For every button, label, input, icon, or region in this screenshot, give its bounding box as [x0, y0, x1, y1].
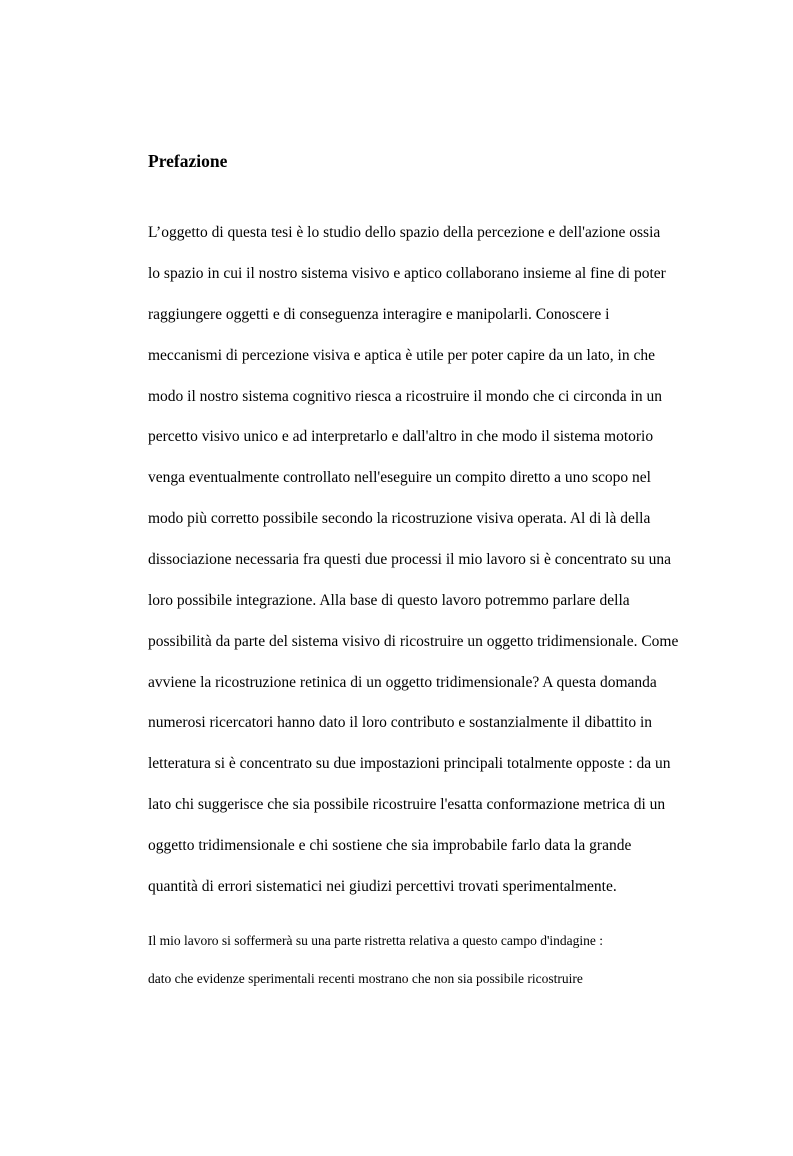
- paragraph-line: dissociazione necessaria fra questi due processi il mio lavoro si è concentrato su una: [148, 551, 671, 568]
- section-heading: Prefazione: [148, 151, 228, 171]
- paragraph-line: Il mio lavoro si soffermerà su una parte ristretta relativa a questo campo d'indagine :: [148, 933, 604, 948]
- paragraph-line: quantità di errori sistematici nei giudizi percettivi trovati sperimentalmente.: [148, 878, 617, 895]
- paragraph-line: letteratura si è concentrato su due impostazioni principali totalmente opposte : da un: [148, 755, 671, 772]
- paragraph-line: modo il nostro sistema cognitivo riesca a ricostruire il mondo che ci circonda in un: [148, 388, 662, 405]
- paragraph-line: avviene la ricostruzione retinica di un oggetto tridimensionale? A questa domanda: [148, 674, 657, 691]
- paragraph-line: loro possibile integrazione. Alla base di questo lavoro potremmo parlare della: [148, 592, 630, 609]
- paragraph-line: numerosi ricercatori hanno dato il loro contributo e sostanzialmente il dibattito in: [148, 714, 653, 731]
- paragraph-line: percetto visivo unico e ad interpretarlo e dall'altro in che modo il sistema motorio: [148, 428, 654, 445]
- paragraph-line: oggetto tridimensionale e chi sostiene che sia improbabile farlo data la grande: [148, 837, 632, 854]
- paragraph-line: lo spazio in cui il nostro sistema visivo e aptico collaborano insieme al fine di poter: [148, 265, 666, 282]
- paragraph-line: raggiungere oggetti e di conseguenza interagire e manipolarli. Conoscere i: [148, 306, 610, 323]
- paragraph-line: lato chi suggerisce che sia possibile ricostruire l'esatta conformazione metrica di un: [148, 796, 666, 813]
- paragraph-line: possibilità da parte del sistema visivo di ricostruire un oggetto tridimensionale. Come: [148, 633, 679, 650]
- paragraph-line: modo più corretto possibile secondo la ricostruzione visiva operata. Al di là della: [148, 510, 651, 527]
- paragraph-line: L’oggetto di questa tesi è lo studio dello spazio della percezione e dell'azione ossia: [148, 224, 661, 241]
- paragraph-line: meccanismi di percezione visiva e aptica è utile per poter capire da un lato, in che: [148, 347, 655, 364]
- paragraph-line: dato che evidenze sperimentali recenti mostrano che non sia possibile ricostruire: [148, 971, 583, 986]
- paragraph-line: venga eventualmente controllato nell'eseguire un compito diretto a uno scopo nel: [148, 469, 651, 486]
